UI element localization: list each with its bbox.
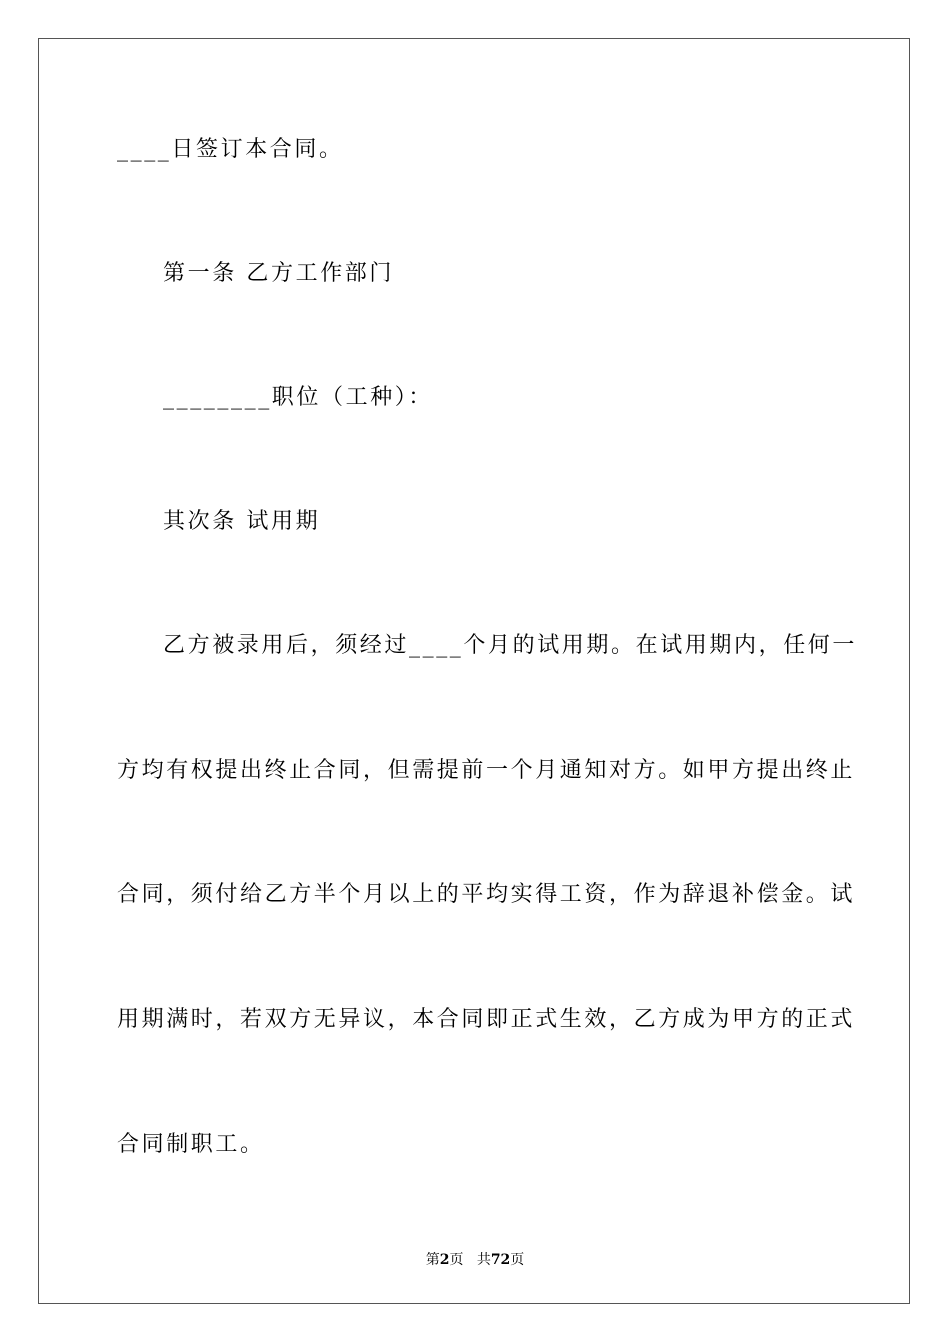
article-two-heading: 其次条 试用期	[163, 509, 321, 534]
probation-paragraph-line-1: 乙方被录用后，须经过____个月的试用期。在试用期内，任何一	[163, 633, 858, 658]
position-line: ________职位（工种）：	[163, 385, 434, 410]
total-pages: 72	[490, 1252, 511, 1268]
probation-paragraph-line-4: 用期满时，若双方无异议，本合同即正式生效，乙方成为甲方的正式	[117, 1007, 856, 1032]
page-prefix: 第	[425, 1252, 440, 1268]
total-prefix: 共	[476, 1252, 491, 1268]
page-border	[38, 38, 910, 1304]
article-one-heading: 第一条 乙方工作部门	[163, 261, 394, 286]
probation-paragraph-line-3: 合同，须付给乙方半个月以上的平均实得工资，作为辞退补偿金。试	[117, 882, 856, 907]
probation-paragraph-line-2: 方均有权提出终止合同，但需提前一个月通知对方。如甲方提出终止	[117, 758, 856, 783]
page-suffix: 页	[449, 1252, 464, 1268]
page-number: 2	[439, 1252, 450, 1268]
page-footer	[0, 1249, 950, 1269]
total-suffix: 页	[510, 1252, 525, 1268]
probation-paragraph-line-5: 合同制职工。	[117, 1132, 265, 1157]
paragraph-signing-date: ____日签订本合同。	[117, 137, 344, 162]
